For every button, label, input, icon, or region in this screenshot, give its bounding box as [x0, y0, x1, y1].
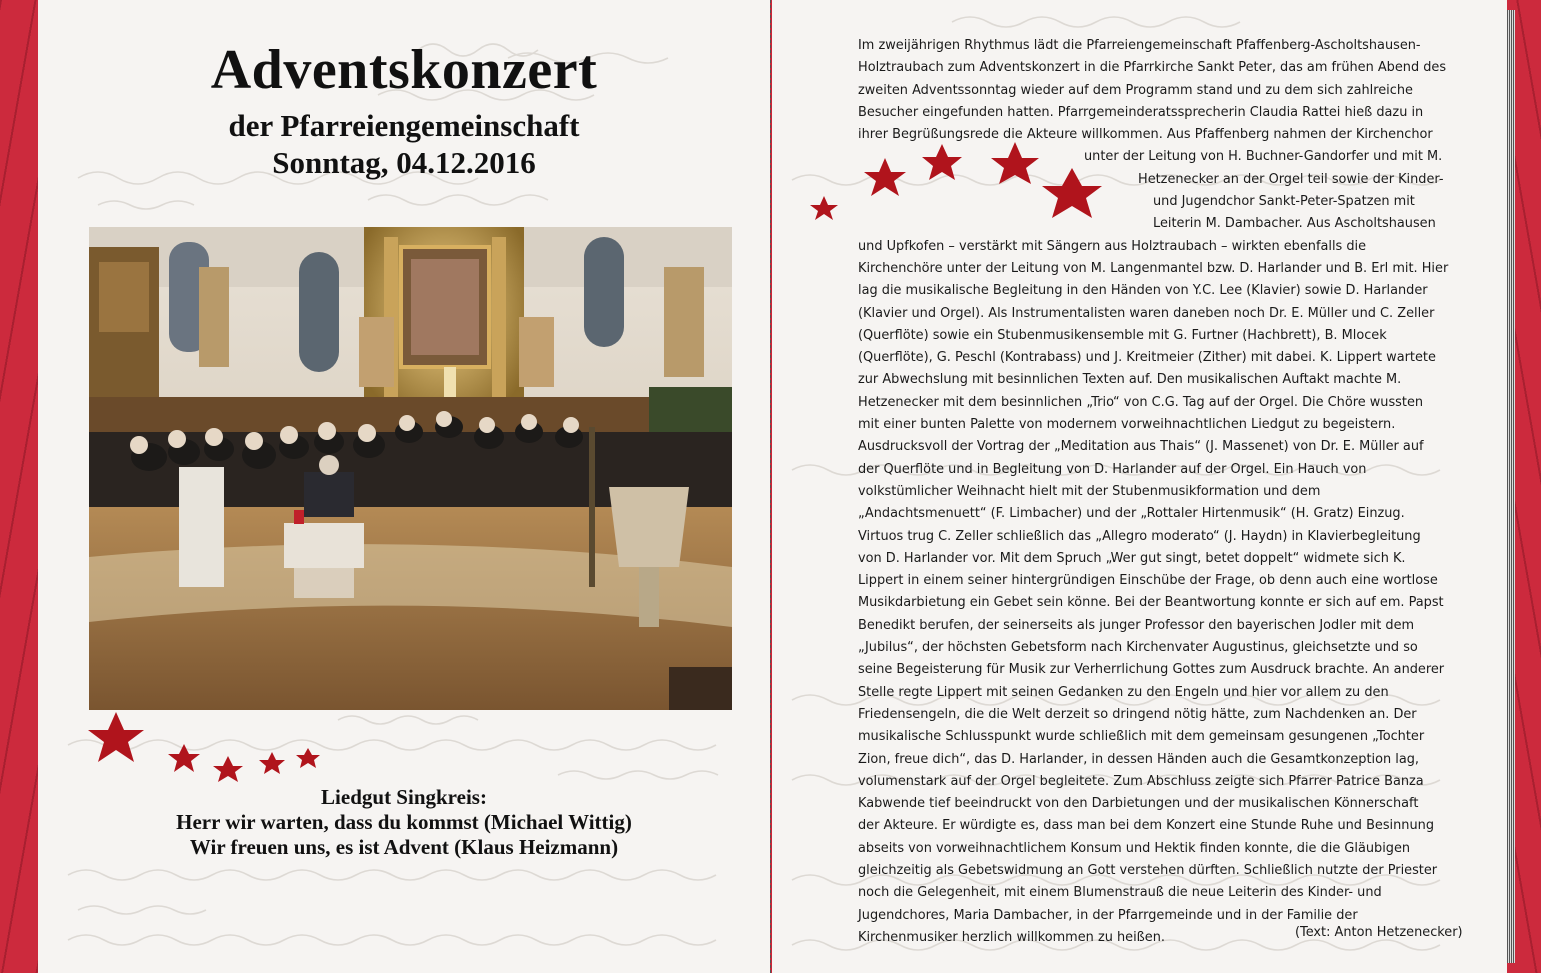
article-line: Benedikt berufen, der seinerseits als junger Professor den bayerischen Jodler mit dem: [858, 617, 1415, 633]
article-line: Lippert in einem seiner hintergründigen Einschübe der Frage, ob denn auch eine wortlose: [858, 573, 1438, 589]
article-line: noch die Gelegenheit, mit einem Blumenstrauß die neue Leiterin des Kinder- und: [858, 885, 1382, 901]
article-line: (Klavier und Orgel). Als Instrumentalisten waren daneben noch Dr. E. Müller und C. Zeller: [858, 305, 1435, 321]
article-line: Kirchenmusiker herzlich willkommen zu heißen.: [858, 929, 1165, 945]
caption-song-2: Wir freuen uns, es ist Advent (Klaus Heizmann): [189, 835, 619, 859]
star-icon: [296, 748, 320, 768]
article-line: Hetzenecker an der Orgel teil sowie der Kinder-: [1138, 171, 1444, 187]
star-icon: [213, 756, 243, 782]
article-line: lag die musikalische Begleitung in den Händen von Y.C. Lee (Klavier) sowie D. Harlander: [858, 283, 1428, 299]
article-line: von D. Harlander vor. Mit dem Spruch „Wer gut singt, betet doppelt“ widmete sich K.: [858, 550, 1406, 566]
article-line: Besucher eingefunden hatten. Pfarrgemeinderatssprecherin Claudia Rattei hieß dazu in: [858, 104, 1424, 120]
article-line: zweiten Adventssonntag wieder auf dem Programm stand und zu dem sich zahlreiche: [858, 82, 1413, 98]
article-line: Jugendchores, Maria Dambacher, in der Pfarrgemeinde und in der Familie der: [858, 907, 1358, 923]
article-line: der Akteure. Er würdigte es, dass man bei dem Konzert eine Stunde Ruhe und Besinnung: [858, 818, 1434, 834]
article-line: Holztraubach zum Adventskonzert in die Pfarrkirche Sankt Peter, das am frühen Abend des: [858, 60, 1447, 76]
star-icon: [259, 752, 285, 774]
article-line: Stelle regte Lippert mit seinen Gedanken zu den Engeln und hier vor allem zu den: [858, 684, 1389, 700]
left-page: [38, 0, 770, 973]
article-line: Virtuos trug C. Zeller schließlich das „Allegro moderato“ (J. Haydn) in Klavierbegleitung: [858, 528, 1421, 544]
article-line: ihrer Begrüßungsrede die Akteure willkommen. Aus Pfaffenberg nahmen der Kirchenchor: [858, 127, 1433, 143]
article-line: seine Begeisterung für Musik zur Verherrlichung Gottes zum Ausdruck brachte. An anderer: [858, 662, 1445, 678]
article-line: und Jugendchor Sankt-Peter-Spatzen mit: [1153, 194, 1415, 210]
article-line: Leiterin M. Dambacher. Aus Ascholtshausen: [1153, 216, 1436, 232]
article-line: zur Abwechslung mit besinnlichen Texten auf. Den musikalischen Auftakt machte M.: [858, 372, 1402, 388]
concert-photo: [89, 227, 732, 710]
concert-date: Sonntag, 04.12.2016: [272, 145, 536, 180]
text-credit: (Text: Anton Hetzenecker): [1295, 925, 1463, 940]
article-line: und Upfkofen – verstärkt mit Sängern aus Holztraubach – wirkten ebenfalls die: [858, 238, 1367, 254]
article-line: der Querflöte und in Begleitung von D. Harlander auf der Orgel. Ein Hauch von: [858, 461, 1367, 477]
article-line: volumenstark auf der Orgel begleitete. Zum Abschluss zeigte sich Pfarrer Patrice Banza: [858, 773, 1424, 789]
article-line: musikalische Schlusspunkt wurde schließlich mit dem gemeinsam gesungenen „Tochter: [858, 729, 1425, 745]
article-line: (Querflöte) sowie ein Stubenmusikensemble mit G. Furtner (Hachbrett), B. Mlocek: [858, 327, 1387, 343]
article-line: Kirchenchöre unter der Leitung von M. Langenmantel bzw. D. Harlander und B. Erl mit. Hier: [858, 260, 1449, 276]
caption-song-1: Herr wir warten, dass du kommst (Michael Wittig): [176, 810, 632, 834]
left-border-pattern: [0, 0, 38, 973]
page-fold-line: [770, 0, 771, 973]
article-line: Kabwende tief beeindruckt von den Darbietungen und der musikalischen Könnerschaft: [858, 796, 1419, 812]
article-line: mit einer bunten Palette von modernem vorweihnachtlichen Liedgut zu begeistern.: [858, 417, 1396, 433]
article-line: abseits von vorweihnachtlichem Konsum und Hektik finden konnte, die die Gläubigen: [858, 840, 1411, 856]
article-line: volkstümlicher Weihnacht hielt mit der Stubenmusikformation und dem: [858, 483, 1321, 499]
article-line: Im zweijährigen Rhythmus lädt die Pfarreiengemeinschaft Pfaffenberg-Ascholtshausen-: [858, 38, 1421, 53]
article-line: unter der Leitung von H. Buchner-Gandorfer und mit M.: [1084, 149, 1443, 165]
article-line: (Querflöte), G. Peschl (Kontrabass) und J. Kreitmeier (Zither) mit dabei. K. Lippert wartete: [858, 350, 1436, 366]
article-text: [858, 35, 1478, 949]
concert-title: Adventskonzert: [210, 39, 598, 101]
article-line: „Jubilus“, der höchsten Gebetsform nach Kirchenvater Augustinus, gleichsetzte und so: [858, 640, 1418, 656]
article-line: Ausdrucksvoll der Vortrag der „Meditation aus Thais“ (J. Massenet) von Dr. E. Müller auf: [858, 439, 1424, 455]
star-icon: [168, 744, 200, 772]
article-line: „Andachtsmenuett“ (F. Limbacher) und der „Rottaler Hirtenmusik“ (H. Gratz) Einzug.: [858, 506, 1405, 522]
article-line: Musikdarbietung ein Gebet sein könne. Bei der Beantwortung konnte er sich auf em. Papst: [858, 595, 1444, 611]
star-icon: [88, 712, 144, 762]
article-line: gleichzeitig als Gebetswidmung an Gott verstehen dürften. Schließlich nutzte der Priester: [858, 862, 1438, 878]
article-line: Hetzenecker mit dem besinnlichen „Trio“ von C.G. Tag auf der Orgel. Die Chöre wussten: [858, 394, 1424, 410]
concert-subtitle: der Pfarreiengemeinschaft: [228, 108, 580, 143]
article-line: Zion, freue dich“, das D. Harlander, in dessen Händen auch die Gesamtkonzeption lag,: [858, 751, 1420, 767]
binding-spine: [1507, 10, 1515, 963]
article-line: Friedensengeln, die die Welt derzeit so dringend nötig hätte, zum Nachdenken an. Der: [858, 706, 1417, 722]
decorative-stars-left: [78, 708, 338, 788]
caption-heading: Liedgut Singkreis:: [321, 785, 487, 809]
star-icon: [810, 196, 838, 220]
church-choir-image: [89, 227, 732, 710]
